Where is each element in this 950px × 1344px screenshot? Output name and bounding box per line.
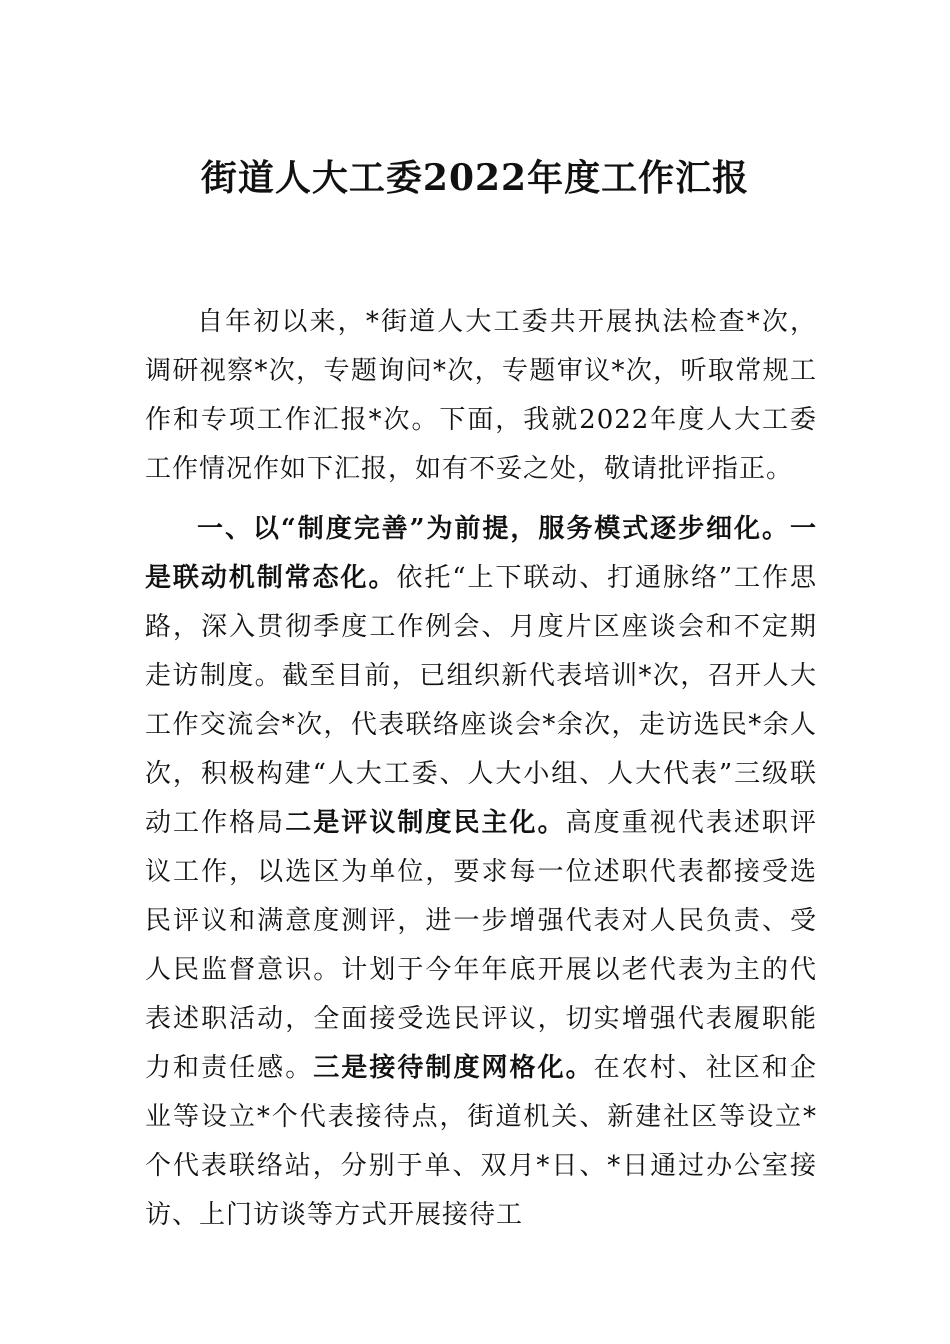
point-1-title: 一是联动机制常态化。 — [145, 514, 817, 593]
intro-paragraph: 自年初以来，*街道人大工委共开展执法检查*次，调研视察*次，专题询问*次，专题审议*次，听取常规工作和专项工作汇报*次。下面，我就2022年度人大工委工作情况作如下汇报，如有不妥之处，敬请批评指正。 — [145, 307, 817, 484]
document-title: 街道人大工委2022年度工作汇报 — [200, 157, 750, 199]
section-1-heading: 一、以“制度完善”为前提，服务模式逐步细化。 — [197, 514, 790, 544]
point-1-text: 依托“上下联动、打通脉络”工作思路，深入贯彻季度工作例会、月度片区座谈会和不定期走访制度。截至目前，已组织新代表培训*次，召开人大工作交流会*次，代表联络座谈会*余次，走访选民*余人次，积极构建“人大工委、人大小组、人大代表”三级联动工作格局 — [145, 563, 817, 838]
point-3-text: 在农村、社区和企业等设立*个代表接待点，街道机关、新建社区等设立*个代表联络站，分别于单、双月*日、*日通过办公室接访、上门访谈等方式开展接待工 — [145, 1053, 817, 1230]
point-2-title: 二是评议制度民主化。 — [285, 808, 566, 838]
section-1-paragraph — [145, 505, 817, 1240]
point-2-text: 高度重视代表述职评议工作，以选区为单位，要求每一位述职代表都接受选民评议和满意度测评，进一步增强代表对人民负责、受人民监督意识。计划于今年年底开展以老代表为主的代表述职活动，全面接受选民评议，切实增强代表履职能力和责任感。 — [145, 808, 817, 1083]
point-3-title: 三是接待制度网格化。 — [313, 1053, 594, 1083]
